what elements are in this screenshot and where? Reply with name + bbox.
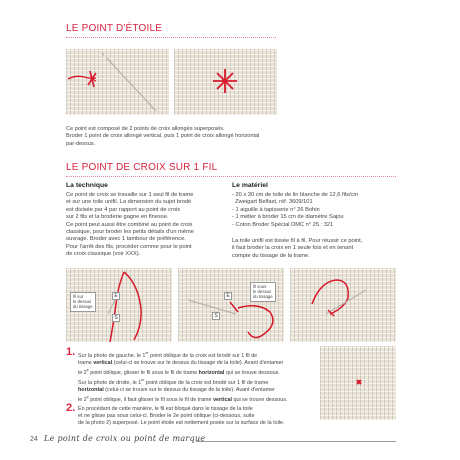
text-line: - 20 x 30 cm de toile de lin blanche de 12,6 fils/cm <box>232 192 359 198</box>
label-letter-e: E <box>224 292 232 300</box>
text-line: trame vertical (celui-ci se trouve sur le dessus du tissage de la toile). Avant d'entamer <box>78 360 284 366</box>
needle-thread-illustration <box>290 268 396 342</box>
text-line: ouvrage. Broder avec 1 tambour de préférence. <box>66 236 186 243</box>
text-line: - Coton Broder Spécial DMC n° 25 : 321 <box>232 221 334 228</box>
photo-croix-3 <box>290 268 396 342</box>
star-stitch-illustration <box>174 49 277 115</box>
text-line: En procédant de cette manière, le fil est bloqué dans le tissage de la toile <box>78 406 253 412</box>
step-number-1: 1. <box>66 346 76 358</box>
text-line: Zweigart Belfast, réf. 3609/101 <box>232 199 313 206</box>
cross-stitch-result-illustration <box>320 346 396 420</box>
text-line: compte du tissage de la trame. <box>232 252 310 259</box>
text-line: sur 2 fils et la broderie gagne en finesse. <box>66 214 169 221</box>
photo-etoile-step2 <box>174 49 277 115</box>
text-line: il faut broder la croix en 1 seule fois et en tenant <box>232 245 354 252</box>
text-line: classique, pour broder les petits détails d'un même <box>66 229 194 236</box>
step-number-2: 2. <box>66 402 76 414</box>
materiel-heading: Le matériel <box>232 182 268 189</box>
text-line: - 1 aiguille à tapisserie n° 26 Bohin <box>232 206 320 213</box>
text-line: le 2e point oblique, glisser le fil sous le fil de trame horizontal qui se trouve dessous. <box>78 368 280 376</box>
text-line: le 2e point oblique, il faut glisser le fil sous le fil de trame vertical qui se trouve dessous. <box>78 395 288 404</box>
photo-etoile-step1 <box>66 49 169 115</box>
title-rule <box>66 37 276 38</box>
photo-croix-1 <box>66 268 172 342</box>
materiel-note <box>232 238 412 260</box>
text-line: de la photo 2) superposé. Le point étoile est nettement posée sur la surface de la toile. <box>78 420 285 427</box>
text-line: et sur une toile unifil. La dimension du sujet brodé <box>66 199 192 206</box>
thread-illustration <box>66 49 169 115</box>
technique-heading: La technique <box>66 182 108 189</box>
text-line: Pour l'arrêt des fils, procéder comme pour le point <box>66 243 192 250</box>
text-line: Sur la photo de gauche, le 1er point oblique de la croix est brodé sur 1 fil de <box>78 351 258 359</box>
text-line: La toile unifil est tissée fil à fil. Pour réussir ce point, <box>232 238 363 244</box>
label-letter-s: S <box>212 312 220 320</box>
section-title-point-croix: LE POINT DE CROIX SUR 1 FIL <box>66 162 218 173</box>
photo-croix-2 <box>178 268 284 342</box>
label-letter-s: S <box>112 314 120 322</box>
text-line: de croix classique (voir XXX). <box>66 251 141 258</box>
step-1-text <box>78 350 308 404</box>
step-2-text <box>78 406 308 428</box>
label-fil-dessous: fil sous le dessus du tissage <box>250 282 276 302</box>
text-line: Ce point de croix se travaille sur 1 seul fil de trame <box>66 192 194 198</box>
page-number: 24 <box>30 436 38 443</box>
label-fil-dessus: fil sur le dessus du tissage <box>70 292 96 312</box>
needle-thread-illustration <box>178 268 284 342</box>
text-line: est divisée par 4 par rapport au point de croix <box>66 206 181 213</box>
label-letter-e: E <box>112 292 120 300</box>
section-title-point-etoile: LE POINT D'ÉTOILE <box>66 23 163 34</box>
text-line: Ce point peut aussi être combiné au point de croix <box>66 221 193 228</box>
text-line: et ne glisse pas sous celui-ci. Broder le 2e point oblique (ci-dessous, suite <box>78 413 255 420</box>
text-line: - 1 métier à broder 15 cm de diamètre Sajou <box>232 214 344 221</box>
text-line: horizontal (celui-ci se trouve sur le dessus du tissage de la toile). Avant d'entamer <box>78 387 275 394</box>
technique-text <box>66 192 238 259</box>
caption-etoile: Ce point est composé de 2 points de croix allongés superposés. Broder 1 point de croix allongé vertical, puis 1 point de croix allongé horizontal par-dessus. <box>66 126 260 147</box>
title-rule <box>66 176 396 177</box>
footer-title: Le point de croix ou point de marque <box>44 434 206 443</box>
text-line: Sur la photo de droite, le 1er point oblique de la croix est brodé sur 1 fil de trame <box>78 378 269 386</box>
photo-croix-final <box>320 346 396 420</box>
footer-rule <box>196 441 396 442</box>
materiel-list <box>232 192 412 229</box>
